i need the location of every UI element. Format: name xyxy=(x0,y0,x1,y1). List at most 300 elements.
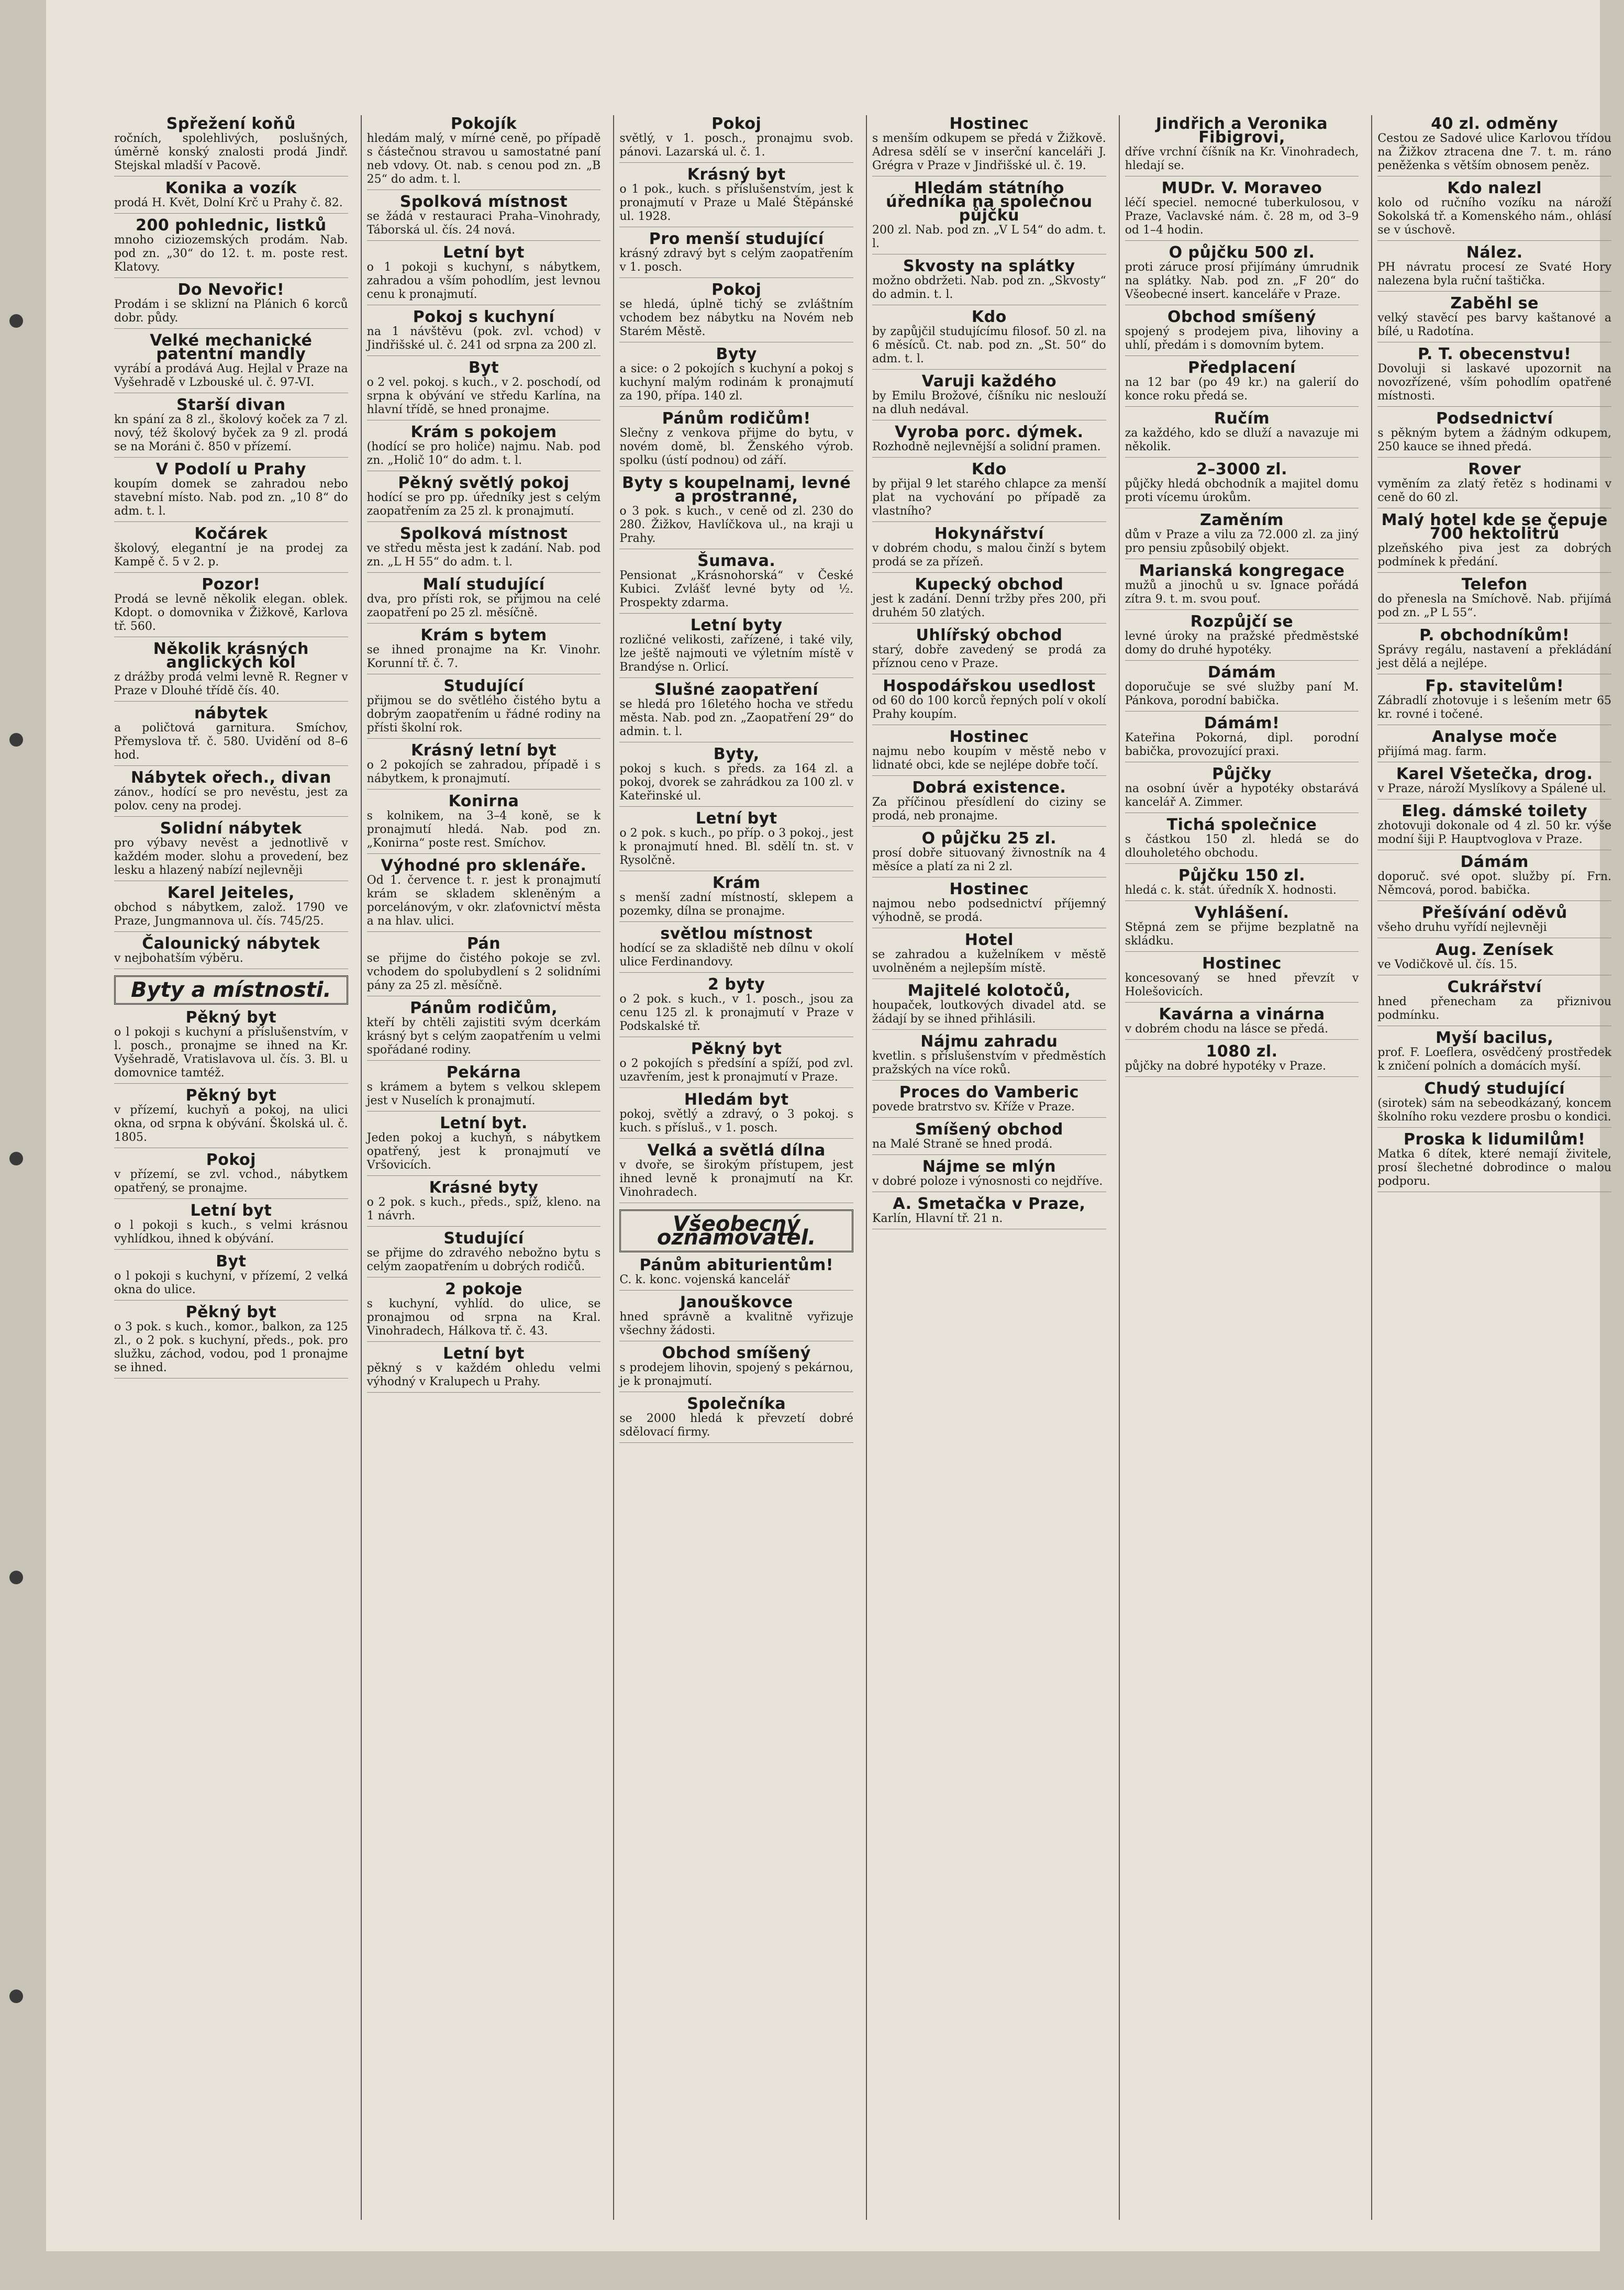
ad-body: Prodám i se sklizní na Plánich 6 korců dobr. půdy. xyxy=(114,298,348,325)
ad-heading: Kdo xyxy=(971,460,1007,479)
ad-heading: Krásný letní byt xyxy=(411,741,557,760)
ad-body: o 3 pok. s kuch., komor., balkon, za 125 zl., o 2 pok. s kuchyní, předs., pok. pro služku, záchod, vodou, pod 1 pronajme se ihned. xyxy=(114,1320,348,1374)
ad-heading: Pánům abiturientům! xyxy=(639,1256,833,1274)
ad-body: o 2 vel. pokoj. s kuch., v 2. poschodí, od srpna k obývání ve středu Karlína, na hlavní třídě, se hned pronajme. xyxy=(366,376,601,416)
classified-ad xyxy=(619,1093,853,1139)
ad-body: zánov., hodící se pro nevěstu, jest za polov. ceny na prodej. xyxy=(114,786,348,813)
ad-heading: Byty, xyxy=(713,745,760,763)
classified-ad xyxy=(366,423,601,471)
classified-ad xyxy=(1125,460,1359,508)
ad-heading: Letní byt. xyxy=(440,1114,528,1132)
classified-ad xyxy=(1125,765,1359,813)
classified-ad xyxy=(114,704,348,766)
classified-ad xyxy=(1377,802,1612,850)
ad-heading: Kavárna a vinárna xyxy=(1159,1005,1325,1024)
ad-body: v přízemí, se zvl. vchod., nábytkem opatřený, se pronajme. xyxy=(114,1168,348,1195)
ad-heading: Aug. Zenísek xyxy=(1435,941,1554,959)
ad-body: se zahradou a kuželníkem v městě uvolněném a nejlepším místě. xyxy=(872,948,1106,975)
classified-ad xyxy=(619,927,853,973)
ad-body: najmu nebo koupím v městě nebo v lidnaté obci, kde se nejlépe dobře točí. xyxy=(872,745,1106,772)
ad-body: půjčky hledá obchodník a majitel domu proti vícemu úrokům. xyxy=(1125,477,1359,504)
ad-body: vyrábí a prodává Aug. Hejlal v Praze na Vyšehradě v Lzbouské ul. č. 97-VI. xyxy=(114,362,348,389)
classified-ad xyxy=(1377,179,1612,241)
ad-body: (sirotek) sám na sebeodkázaný, koncem školního roku vezdere prosbu o kondici. xyxy=(1377,1097,1612,1124)
column xyxy=(1119,115,1364,2220)
ad-heading: Hotel xyxy=(964,931,1014,949)
ad-body: spojený s prodejem piva, lihoviny a uhlí, předám i s domovním bytem. xyxy=(1125,325,1359,352)
ad-body: možno obdržeti. Nab. pod zn. „Skvosty“ do admin. t. l. xyxy=(872,274,1106,301)
classified-ad xyxy=(619,1141,854,1203)
classified-ad xyxy=(872,527,1106,573)
classified-ad xyxy=(1125,310,1359,356)
classified-ad xyxy=(1125,714,1359,762)
classified-ad xyxy=(1377,243,1612,292)
ad-heading: Hostinec xyxy=(949,880,1029,898)
ad-body: prodá H. Květ, Dolní Krč u Prahy č. 82. xyxy=(114,196,343,209)
section-banner: Byty a místnosti. xyxy=(114,975,348,1005)
ad-body: dva, pro přísti rok, se přijmou na celé zaopatření po 25 zl. měsíčně. xyxy=(366,593,601,619)
ad-body: s krámem a bytem s velkou sklepem jest v Nuselích k pronajmutí. xyxy=(366,1081,601,1107)
ad-body: mužů a jinochů u sv. Ignace pořádá zítra 9. t. m. svou pouť. xyxy=(1125,579,1359,606)
ad-body: by zapůjčil studujícímu filosof. 50 zl. na 6 měsíců. Ct. nab. pod zn. „St. 50“ do adm. t. l. xyxy=(872,325,1106,365)
ad-body: léčí speciel. nemocné tuberkulosou, v Praze, Vaclavské nám. č. 28 m, od 3–9 od 1–4 hodin. xyxy=(1125,196,1359,237)
ad-heading: 2–3000 zl. xyxy=(1196,460,1287,479)
classified-ad xyxy=(872,575,1106,624)
ad-body: půjčky na dobré hypotéky v Praze. xyxy=(1125,1060,1327,1073)
ad-heading: světlou místnost xyxy=(660,925,813,943)
classified-ad xyxy=(114,642,348,702)
ad-heading: Solidní nábytek xyxy=(160,819,302,838)
ad-heading: Kočárek xyxy=(194,525,268,543)
ad-body: hned správně a kvalitně vyřizuje všechny žádosti. xyxy=(619,1310,854,1337)
classified-ad xyxy=(619,1344,854,1392)
binding-hole xyxy=(9,1152,23,1165)
classified-ad xyxy=(1125,117,1359,176)
ad-heading: Spolková místnost xyxy=(399,525,568,543)
classified-ad xyxy=(1125,906,1359,952)
ad-body: plzeňského piva jest za dobrých podmínek k předání. xyxy=(1377,542,1612,569)
ad-body: koncesovaný se hned převzít v Holešovicích. xyxy=(1125,972,1359,998)
classified-ad xyxy=(114,1008,348,1084)
ad-heading: Obchod smíšený xyxy=(662,1344,811,1362)
classified-ad xyxy=(1377,575,1612,624)
ad-heading: Letní byty xyxy=(690,616,783,635)
classified-ad xyxy=(1125,361,1359,407)
ad-body: na 1 návštěvu (pok. zvl. vchod) v Jindřišské ul. č. 241 od srpna za 200 zl. xyxy=(366,325,601,352)
ad-body: o 1 pokoji s kuchyní, s nábytkem, zahradou a vším pohodlím, jest levnou cenu k pronajmutí. xyxy=(366,261,601,301)
ad-heading: Slušné zaopatření xyxy=(654,681,819,699)
ad-body: přijímá mag. farm. xyxy=(1377,745,1487,758)
classified-ad xyxy=(114,1204,348,1250)
classified-ad xyxy=(1377,765,1611,799)
ad-body: Pensionat „Krásnohorská“ v České Kubici. Zvlášť levné byty od ⅟₂. Prospekty zdarma. xyxy=(619,569,854,609)
classified-ad xyxy=(114,331,348,393)
ad-body: na Malé Straně se hned prodá. xyxy=(872,1138,1053,1151)
ad-body: (hodící se pro holiče) najmu. Nab. pod zn. „Holič 10“ do adm. t. l. xyxy=(366,440,601,467)
ad-body: o 2 pokojích se zahradou, případě i s nábytkem, k pronajmutí. xyxy=(366,759,601,785)
ad-body: kolo od ručního vozíku na nároží Sokolská tř. a Komenského nám., ohlásí se v úschově. xyxy=(1377,196,1612,237)
ad-body: Jeden pokoj a kuchyň, s nábytkem opatřený, jest k pronajmutí ve Vršovicích. xyxy=(366,1131,601,1172)
ad-heading: Hledám byt xyxy=(684,1091,789,1109)
classified-ad xyxy=(1125,818,1359,864)
ad-body: světlý, v 1. posch., pronajmu svob. pánovi. Lazarská ul. č. 1. xyxy=(619,132,854,159)
ad-heading: Eleg. dámské toilety xyxy=(1401,802,1588,820)
classified-ad xyxy=(619,809,854,871)
classified-ad xyxy=(872,730,1106,776)
ad-body: doporuč. své opot. služby pí. Frn. Němcová, porod. babička. xyxy=(1377,870,1612,897)
ad-body: o 2 pok. s kuch., předs., spíž, kleno. na 1 návrh. xyxy=(366,1196,601,1222)
ad-body: Prodá se levně několik elegan. oblek. Kdopt. o domovnika v Žižkově, Karlova tř. 560. xyxy=(114,593,348,633)
classified-ad xyxy=(367,527,601,573)
ad-heading: Půjčku 150 zl. xyxy=(1178,866,1306,885)
ad-heading: Byty s koupelnami, levné a prostranné, xyxy=(622,474,851,506)
ad-heading: O půjčku 25 zl. xyxy=(921,829,1057,848)
classified-ad xyxy=(619,876,853,922)
ad-body: C. k. konc. vojenská kancelář xyxy=(619,1273,790,1286)
ad-body: velký stavěcí pes barvy kaštanové a bílé, u Radotína. xyxy=(1377,312,1612,338)
column xyxy=(361,115,606,2220)
ad-heading: A. Smetačka v Praze, xyxy=(893,1195,1086,1213)
classified-ad xyxy=(872,1032,1106,1081)
ad-heading: Do Nevořic! xyxy=(177,281,285,299)
ad-body: se ihned pronajme na Kr. Vinohr. Korunní tř. č. 7. xyxy=(366,643,601,670)
classified-ad xyxy=(367,310,601,356)
ad-heading: MUDr. V. Moraveo xyxy=(1161,179,1322,197)
ad-body: o l pokoji s kuchyní, v přízemí, 2 velká okna do ulice. xyxy=(114,1270,348,1296)
classified-ad xyxy=(619,1042,853,1088)
ad-body: s kuchyní, vyhlíd. do ulice, se pronajmou od srpna na Kral. Vinohradech, Hálkova tř. č. 43. xyxy=(366,1297,601,1338)
newspaper-page xyxy=(46,0,1612,2251)
classified-ad xyxy=(619,1397,853,1443)
classified-ad xyxy=(114,527,348,573)
ad-body: s prodejem lihovin, spojený s pekárnou, je k pronajmutí. xyxy=(619,1361,854,1388)
ad-body: s pěkným bytem a žádným odkupem, 250 kauce se ihned předá. xyxy=(1377,427,1612,453)
classified-ad xyxy=(366,1229,601,1277)
ad-body: hledá c. k. stát. úředník X. hodnosti. xyxy=(1125,884,1337,897)
classified-ad xyxy=(872,933,1106,979)
binding-hole xyxy=(9,314,23,328)
classified-ad xyxy=(366,1063,601,1111)
ad-heading: Pánům rodičům! xyxy=(662,409,811,428)
classified-ad xyxy=(114,1086,348,1148)
ad-heading: Pěkný světlý pokoj xyxy=(398,474,570,492)
ad-body: v nejbohatším výběru. xyxy=(114,952,243,965)
ad-heading: Konika a vozík xyxy=(165,179,297,197)
ad-body: přijmou se do světlého čistého bytu a dobrým zaopatřením u řádné rodiny na přísti školní rok. xyxy=(366,694,601,735)
ad-heading: Proska k lidumilům! xyxy=(1404,1130,1586,1149)
classified-ad xyxy=(872,179,1106,254)
ad-body: z drážby prodá velmi levně R. Regner v Praze v Dlouhé třídě čís. 40. xyxy=(114,671,348,697)
ad-body: koupím domek se zahradou nebo stavební místo. Nab. pod zn. „10 8“ do adm. t. l. xyxy=(114,477,348,518)
classified-ad xyxy=(367,117,601,190)
ad-heading: Letní byt xyxy=(190,1202,272,1220)
classified-ad xyxy=(1377,117,1611,176)
classified-ad xyxy=(619,283,853,342)
ad-heading: Rover xyxy=(1468,460,1521,479)
ad-heading: Krám xyxy=(712,874,761,892)
classified-ad xyxy=(872,372,1106,420)
classified-ad xyxy=(367,937,601,996)
ad-heading: Uhlířský obchod xyxy=(916,626,1063,644)
ad-heading: Chudý studující xyxy=(1424,1080,1565,1098)
ad-body: Slečny z venkova přijme do bytu, v novém domě, bl. Ženského výrob. spolku (ústí podnou) od září. xyxy=(619,427,854,467)
ad-heading: Velké mechanické patentní mandly xyxy=(150,331,313,363)
classified-ad xyxy=(1377,855,1611,901)
classified-ad xyxy=(367,361,601,420)
ad-body: se hledá pro 16letého hocha ve středu města. Nab. pod zn. „Zaopatření 29“ do admin. t. l. xyxy=(619,698,854,738)
classified-ad xyxy=(366,626,601,674)
ad-heading: Dobrá existence. xyxy=(912,779,1066,797)
ad-heading: Společníka xyxy=(687,1395,786,1413)
ad-body: ve středu města jest k zadání. Nab. pod zn. „L H 55“ do adm. t. l. xyxy=(366,542,601,569)
ad-body: by Emilu Brožové, číšníku nic neslouží na dluh nedával. xyxy=(872,390,1106,416)
ad-body: za každého, kdo se dluží a navazuje mi několik. xyxy=(1125,427,1359,453)
ad-body: se 2000 hledá k převzetí dobré sdělovací firmy. xyxy=(619,1412,854,1439)
ad-heading: 40 zl. odměny xyxy=(1431,115,1559,133)
ad-body: o l pokoji s kuchyní a příslušenstvím, v l. posch., pronajme se ihned na Kr. Vyšehradě, Vratislavova ul. čís. 3. Bl. u domovnice tamtéž. xyxy=(114,1026,348,1080)
classified-ad xyxy=(619,616,854,678)
ad-heading: Výhodné pro sklenáře. xyxy=(381,857,587,875)
ad-heading: Studující xyxy=(443,677,524,695)
ad-body: o 1 pok., kuch. s příslušenstvím, jest k pronajmutí v Praze u Malé Štěpánské ul. 1928. xyxy=(619,183,854,223)
ad-body: obchod s nábytkem, založ. 1790 ve Praze, Jungmannova ul. čís. 745/25. xyxy=(114,901,348,928)
classified-ad xyxy=(619,975,854,1037)
ad-body: Od 1. července t. r. jest k pronajmutí krám se skladem skleněným a porcelánovým, v okr. zlaťovnictví města a na hlav. ulici. xyxy=(366,874,601,928)
ad-body: pokoj, světlý a zdravý, o 3 pokoj. s kuch. s přísluš., v 1. posch. xyxy=(619,1108,854,1135)
ad-body: levné úroky na pražské předměstské domy do druhé hypotéky. xyxy=(1125,630,1359,657)
ad-heading: Předplacení xyxy=(1188,359,1296,377)
classified-ad xyxy=(114,819,348,881)
classified-ad xyxy=(1377,294,1612,342)
ad-heading: Letní byt xyxy=(695,809,777,828)
classified-ad xyxy=(1125,663,1359,712)
ad-heading: Vyroba porc. dýmek. xyxy=(895,423,1084,441)
ad-body: Stěpná zem se přijme bezplatně na skládku. xyxy=(1125,921,1359,948)
ad-body: v Praze, nároží Myslíkovy a Spálené ul. xyxy=(1377,782,1607,795)
ad-body: o 3 pok. s kuch., v ceně od zl. 230 do 280. Žižkov, Havlíčkova ul., na kraji u Prahy. xyxy=(619,505,854,545)
ad-heading: Janouškovce xyxy=(680,1293,793,1311)
classified-ad xyxy=(619,745,854,807)
ad-heading: Hostinec xyxy=(1202,954,1282,973)
ad-body: s menší zadní místností, sklepem a pozemky, dílna se pronajme. xyxy=(619,891,854,918)
classified-ad xyxy=(367,476,601,522)
ad-body: hodící se za skladiště neb dílnu v okolí ulice Ferdinandovy. xyxy=(619,942,854,969)
ad-heading: Dámám xyxy=(1207,663,1276,682)
ad-body: kn spání za 8 zl., školový koček za 7 zl. nový, též školový byček za 9 zl. prodá se na Moráni č. 850 v přízemí. xyxy=(114,413,348,453)
classified-ad xyxy=(872,1160,1106,1192)
ad-body: s menším odkupem se předá v Žižkově. Adresa sdělí se v inserční kanceláři J. Grégra v Praze v Jindřišské ul. č. 19. xyxy=(872,132,1106,172)
ad-heading: 200 pohlednic, listků xyxy=(136,216,327,235)
column xyxy=(109,115,353,2220)
ad-heading: Hospodářskou usedlost xyxy=(883,677,1096,695)
ad-heading: Dámám! xyxy=(1204,714,1280,732)
ad-heading: Kupecký obchod xyxy=(915,575,1064,594)
ad-heading: Byt xyxy=(216,1252,247,1271)
ad-body: prosí dobře situovaný živnostník na 4 měsíce a platí za ni 2 zl. xyxy=(872,847,1106,873)
ad-heading: Myší bacilus, xyxy=(1436,1029,1554,1047)
classified-ad xyxy=(1125,511,1359,559)
ad-heading: Pokoj xyxy=(711,281,762,299)
ad-heading: Vyhlášení. xyxy=(1194,904,1289,922)
ad-body: na osobní úvěr a hypotéky obstarává kancelář A. Zimmer. xyxy=(1125,782,1359,809)
classified-ad xyxy=(872,1083,1106,1118)
ad-body: o 2 pok. s kuch., v 1. posch., jsou za cenu 125 zl. k pronajmutí v Praze v Podskalské tř. xyxy=(619,993,854,1033)
classified-ad xyxy=(872,781,1106,827)
ad-body: hned přenecham za přiznivou podmínku. xyxy=(1377,995,1612,1022)
ad-body: pokoj s kuch. s předs. za 164 zl. a pokoj, dvorek se zahrádkou za 100 zl. v Kateřinské ul. xyxy=(619,762,854,803)
classified-ad xyxy=(114,575,348,637)
ad-heading: P. obchodníkům! xyxy=(1419,626,1570,644)
ad-body: vyměním za zlatý řetěz s hodinami v ceně do 60 zl. xyxy=(1377,477,1612,504)
ad-heading: Konirna xyxy=(448,792,519,810)
ad-heading: Byty xyxy=(716,345,757,363)
classified-ad xyxy=(1125,954,1359,1003)
ad-body: Cestou ze Sadové ulice Karlovou třídou na Žižkov ztracena dne 7. t. m. ráno peněženka s větším obnosem peněz. xyxy=(1377,132,1612,172)
classified-ad xyxy=(366,1114,601,1176)
classified-ad xyxy=(366,741,601,790)
ad-heading: Pán xyxy=(466,935,501,953)
classified-ad xyxy=(1377,943,1611,975)
ad-body: se hledá, úplně tichý se zvláštním vchodem bez nábytku na Novém neb Starém Městě. xyxy=(619,298,854,338)
classified-ad xyxy=(619,1256,853,1291)
classified-ad xyxy=(872,423,1106,458)
classified-ad xyxy=(114,886,348,932)
ad-body: od 60 do 100 korců řepných polí v okolí Prahy koupím. xyxy=(872,694,1106,721)
ad-heading: Karel Jeiteles, xyxy=(167,884,295,902)
ad-heading: Pro menší studující xyxy=(649,230,824,248)
ad-body: s částkou 150 zl. hledá se do dlouholetého obchodu. xyxy=(1125,833,1359,860)
ad-heading: V Podolí u Prahy xyxy=(155,460,306,479)
ad-heading: Fp. stavitelům! xyxy=(1425,677,1564,695)
ad-body: dům v Praze a vilu za 72.000 zl. za jiný pro pensiu způsobilý objekt. xyxy=(1125,528,1359,555)
classified-ad xyxy=(1377,906,1611,938)
ad-heading: Pokoj xyxy=(206,1151,256,1169)
ad-body: houpaček, loutkových divadel atd. se žádají by se ihned přihlásili. xyxy=(872,999,1106,1026)
column xyxy=(613,115,859,2220)
ad-heading: Studující xyxy=(443,1229,524,1248)
ad-body: starý, dobře zavedený se prodá za příznou ceno v Praze. xyxy=(872,643,1106,670)
ad-body: jest k zadání. Denní tržby přes 200, při druhém 50 zlatých. xyxy=(872,593,1106,619)
ad-heading: nábytek xyxy=(194,704,268,722)
ad-heading: Smíšený obchod xyxy=(915,1120,1063,1139)
classified-ad xyxy=(114,460,348,522)
ad-heading: Pekárna xyxy=(446,1063,521,1082)
ad-body: do přenesla na Smíchově. Nab. přijímá pod zn. „P L 55“. xyxy=(1377,593,1612,619)
ad-heading: Pozor! xyxy=(202,575,261,594)
ad-body: Karlín, Hlavní tř. 21 n. xyxy=(872,1212,1003,1225)
ad-body: se žádá v restauraci Praha–Vinohrady, Táborská ul. čís. 24 nová. xyxy=(366,210,601,237)
classified-ad xyxy=(1377,1082,1611,1128)
ad-heading: Pěkný byt xyxy=(185,1303,277,1321)
ad-heading: Pěkný byt xyxy=(691,1040,782,1058)
ad-body: s kolnikem, na 3–4 koně, se k pronajmutí hledá. Nab. pod zn. „Konirna“ poste rest. Smíchov. xyxy=(366,809,601,850)
classified-ad xyxy=(1377,730,1611,762)
ad-body: by přijal 9 let starého chlapce za menší plat na vychování po případě za vlastního? xyxy=(872,477,1106,518)
ad-heading: Krásné byty xyxy=(429,1179,539,1197)
classified-ad xyxy=(366,999,601,1061)
classified-ad xyxy=(1377,978,1612,1026)
ad-heading: Marianská kongregace xyxy=(1139,562,1345,580)
ad-heading: Nález. xyxy=(1466,243,1523,262)
ad-heading: Přešívání oděvů xyxy=(1421,904,1567,922)
classified-ad xyxy=(366,1344,601,1393)
classified-ad xyxy=(1125,1042,1359,1077)
ad-heading: Pánům rodičům, xyxy=(410,999,558,1017)
ad-body: o 2 pokojích s předsíní a spíží, pod zvl. uzavřením, jest k pronajmutí v Praze. xyxy=(619,1057,854,1084)
ad-heading: Hokynářství xyxy=(934,525,1044,543)
classified-ad xyxy=(114,179,348,214)
ad-body: školový, elegantní je na prodej za Kampě č. 5 v 2. p. xyxy=(114,542,348,569)
classified-ad xyxy=(366,243,601,305)
ad-heading: Krásný byt xyxy=(687,165,786,184)
binding-hole xyxy=(9,733,23,747)
ad-heading: Hostinec xyxy=(949,728,1029,746)
ad-body: se přijme do čistého pokoje se zvl. vchodem do spolubydlení s 2 solidními pány za 25 zl. měsíčně. xyxy=(366,952,601,992)
classified-ad xyxy=(1125,1005,1359,1040)
classified-ad xyxy=(872,257,1106,305)
ad-heading: Analyse moče xyxy=(1432,728,1558,746)
ad-heading: 1080 zl. xyxy=(1206,1042,1278,1061)
binding-hole xyxy=(9,1571,23,1584)
ad-heading: Hledám státního úředníka na společnou půjčku xyxy=(886,179,1093,225)
classified-ad xyxy=(619,117,853,163)
ad-body: o 2 pok. s kuch., po příp. o 3 pokoj., jest k pronajmutí hned. Bl. sdělí tn. st. v Rysolčně. xyxy=(619,827,854,867)
classified-ad xyxy=(619,554,853,614)
ad-heading: Kdo xyxy=(971,308,1007,326)
ad-heading: Starší divan xyxy=(176,396,286,414)
classified-ad xyxy=(1125,409,1359,458)
ad-heading: Spřežení koňů xyxy=(166,115,296,133)
ad-body: a sice: o 2 pokojích s kuchyní a pokoj s kuchyní malým rodinám k pronajmutí za 190, přípa. 140 zl. xyxy=(619,362,854,403)
classified-ad xyxy=(872,626,1106,674)
ad-heading: Byt xyxy=(468,359,499,377)
ad-body: 200 zl. Nab. pod zn. „V L 54“ do adm. t. l. xyxy=(872,224,1106,250)
classified-ad xyxy=(367,195,601,241)
ad-body: zhotovuji dokonale od 4 zl. 50 kr. výše modní šiji P. Hauptvoglova v Praze. xyxy=(1377,819,1612,846)
column xyxy=(1371,115,1617,2220)
ad-body: hodící se pro pp. úředníky jest s celým zaopatřením za 25 zl. k pronajmutí. xyxy=(366,491,601,518)
ad-body: proti záruce prosí přijímány úmrudnik na splátky. Nab. pod zn. „F 20“ do Všeobecné insert. kanceláře v Praze. xyxy=(1125,261,1359,301)
ad-heading: Proces do Vamberic xyxy=(899,1083,1079,1102)
ad-heading: Nájme se mlýn xyxy=(922,1158,1056,1176)
ad-body: kteří by chtěli zajistiti svým dcerkám krásný byt s celým zaopatřením u velmi spořádané rodiny. xyxy=(366,1016,601,1057)
ad-heading: Zaběhl se xyxy=(1450,294,1539,313)
classified-ad xyxy=(366,1280,601,1342)
ad-heading: Pokojík xyxy=(450,115,517,133)
ad-heading: 2 pokoje xyxy=(445,1280,522,1298)
ad-heading: Cukrářství xyxy=(1447,978,1542,996)
ad-heading: Hostinec xyxy=(949,115,1029,133)
ad-body: pěkný s v každém ohledu velmi výhodný v Kralupech u Prahy. xyxy=(366,1362,601,1388)
ad-body: doporučuje se své služby paní M. Pánkova, porodní babička. xyxy=(1125,681,1359,707)
ad-heading: O půjčku 500 zl. xyxy=(1169,243,1315,262)
classified-ad xyxy=(1125,179,1359,241)
ad-heading: Krám s pokojem xyxy=(410,423,557,441)
classified-ad xyxy=(114,117,348,176)
classified-ad xyxy=(1125,615,1359,661)
ad-body: Správy regálu, nastavení a překládání jest dělá a nejlépe. xyxy=(1377,643,1612,670)
ad-heading: Několik krásných anglických kol xyxy=(153,640,309,672)
classified-ad xyxy=(1377,460,1612,508)
ad-body: všeho druhu vyřídí nejlevněji xyxy=(1377,921,1547,934)
classified-ad xyxy=(1377,511,1612,573)
ad-body: a poličtová garnitura. Smíchov, Přemyslova tř. č. 580. Uvidění od 8–6 hod. xyxy=(114,721,348,762)
ad-heading: Jindřich a Veronika Fibigrovi, xyxy=(1155,115,1328,147)
ad-heading: Čalounický nábytek xyxy=(142,935,320,953)
ad-heading: Tichá společnice xyxy=(1166,816,1317,834)
ad-heading: Nájmu zahradu xyxy=(920,1032,1058,1051)
ad-heading: P. T. obecenstvu! xyxy=(1418,345,1572,363)
